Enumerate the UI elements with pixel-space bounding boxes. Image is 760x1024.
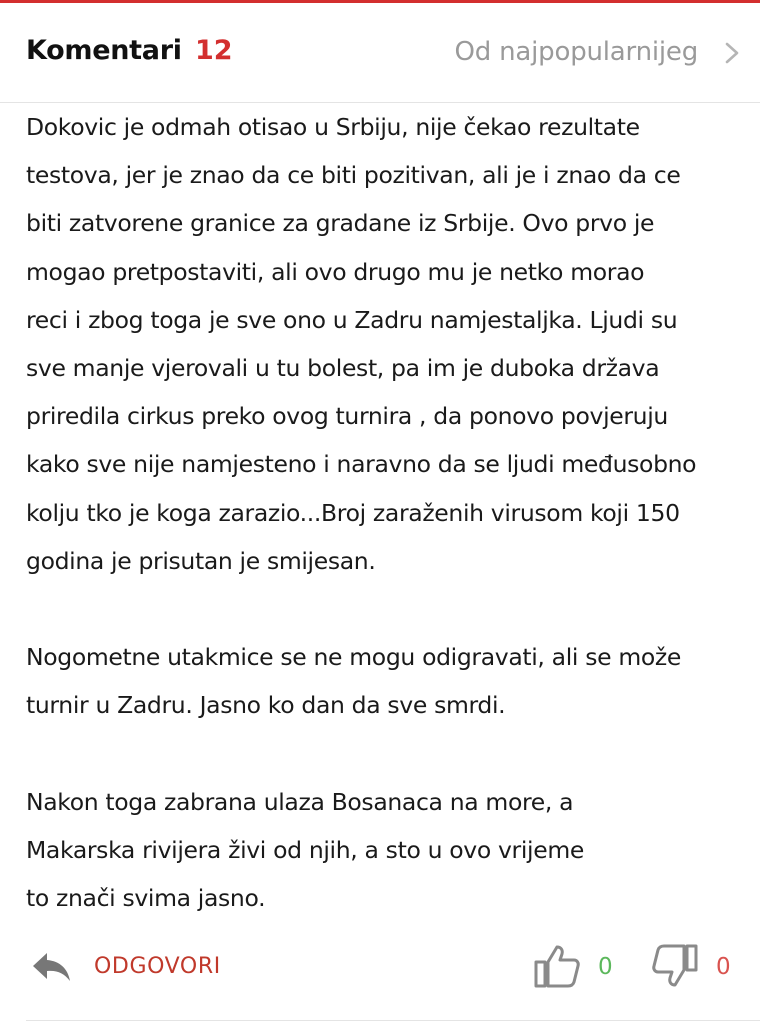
- thumbs-down-icon[interactable]: [650, 942, 700, 990]
- comment-line: Makarska rivijera živi od njih, a sto u ovo vrijeme: [26, 835, 584, 864]
- comment-line: Dokovic je odmah otisao u Srbiju, nije čekao rezultate: [26, 113, 640, 141]
- thumbs-up-icon[interactable]: [532, 942, 582, 990]
- comment-line: sve manje vjerovali u tu bolest, pa im je duboka država: [26, 353, 660, 382]
- dislike-count: 0: [716, 954, 731, 980]
- comment-line: to znači svima jasno.: [26, 884, 266, 912]
- comments-count: 12: [195, 35, 233, 66]
- comment-divider: [26, 1020, 760, 1021]
- comment-line: turnir u Zadru. Jasno ko dan da sve smrdi.: [26, 691, 506, 720]
- comment-line: Nogometne utakmice se ne mogu odigravati, ali se može: [26, 643, 681, 672]
- reply-button[interactable]: ODGOVORI: [94, 954, 221, 979]
- sort-dropdown[interactable]: Od najpopularnijeg: [454, 37, 698, 67]
- comment-line: reci i zbog toga je sve ono u Zadru namjestaljka. Ljudi su: [26, 305, 678, 334]
- paragraph-gap: [26, 585, 744, 633]
- chevron-right-icon[interactable]: [720, 41, 744, 65]
- comment-line: Nakon toga zabrana ulaza Bosanaca na more, a: [26, 787, 574, 816]
- paragraph-gap: [26, 729, 744, 777]
- comments-header: [0, 3, 760, 103]
- comment-actions: [0, 940, 760, 1000]
- comments-title: Komentari: [26, 35, 182, 66]
- comment-line: mogao pretpostaviti, ali ovo drugo mu je netko morao: [26, 257, 645, 286]
- comment-line: testova, jer je znao da ce biti pozitivan, ali je i znao da ce: [26, 161, 681, 190]
- reply-arrow-icon[interactable]: [30, 948, 72, 984]
- comment-line: biti zatvorene granice za gradane iz Srbije. Ovo prvo je: [26, 209, 655, 238]
- like-count: 0: [598, 954, 613, 980]
- comment-line: godina je prisutan je smijesan.: [26, 546, 376, 575]
- comment-line: priredila cirkus preko ovog turnira , da ponovo povjeruju: [26, 402, 668, 431]
- comment-text: [26, 103, 744, 922]
- comment-line: kolju tko je koga zarazio...Broj zaraženih virusom koji 150: [26, 498, 680, 527]
- comment-line: kako sve nije namjesteno i naravno da se ljudi međusobno: [26, 450, 697, 479]
